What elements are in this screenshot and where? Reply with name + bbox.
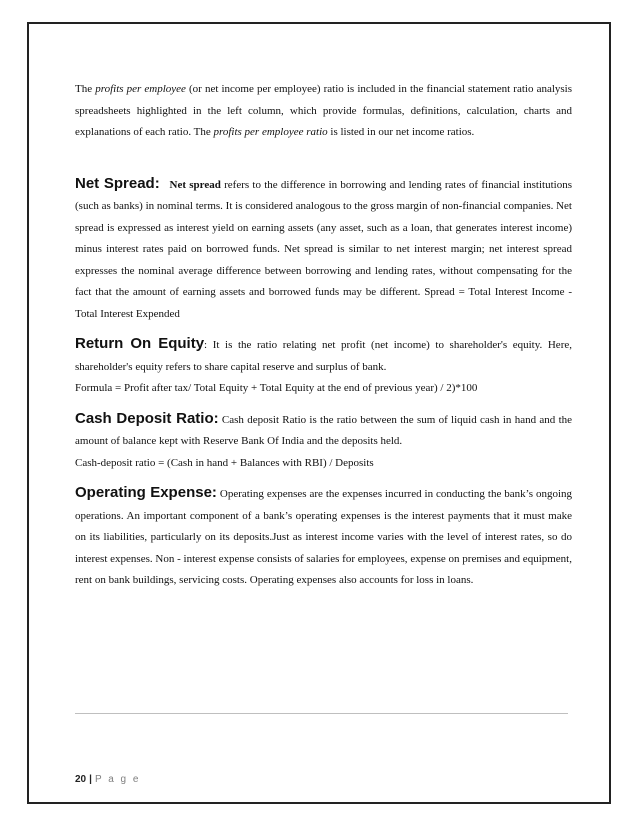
cdr-formula: Cash-deposit ratio = (Cash in hand + Balances with RBI) / Deposits — [75, 456, 374, 469]
roe-colon: : — [204, 339, 208, 351]
intro-term-profits-per-employee: profits per employee — [95, 83, 186, 95]
cdr-paragraph — [75, 408, 572, 453]
roe-formula: Formula = Profit after tax/ Total Equity + Total Equity at the end of previous year) / 2)*100 — [75, 382, 478, 394]
document-body — [75, 79, 572, 592]
footer-divider — [75, 713, 568, 714]
intro-text: The — [75, 83, 96, 95]
net-spread-paragraph — [75, 173, 572, 326]
intro-text: (or net income per employee) ratio is included in the financial statement ratio analysis spreadsheets highlighted in the left column, which provide formulas, definitions, calculation, charts and explanations of each ratio. The — [75, 83, 573, 138]
cdr-heading: Cash Deposit Ratio: — [75, 409, 219, 427]
page-number: 20 — [75, 774, 87, 785]
opex-paragraph — [75, 482, 572, 592]
opex-heading: Operating Expense: — [75, 484, 217, 501]
opex-body: Operating expenses are the expenses incurred in conducting the bank’s ongoing operations. An important component of a bank’s operating expenses is the interest payments that it must make on its liabilities, particularly on its deposits.Just as interest income varies with the level of interest rates, so do interest expenses. Non - interest expense consists of salaries for employees, expense on premises and equipment, rent on bank buildings, servicing costs. Operating expenses also accounts for loss in loans. — [75, 488, 573, 586]
roe-body: It is the ratio relating net profit (net income) to shareholder's equity. Here, shareholder's equity refers to share capital reserve and surplus of bank. — [75, 339, 572, 373]
roe-paragraph — [75, 333, 572, 378]
page-footer — [75, 774, 140, 785]
intro-term-profits-per-employee-ratio: profits per employee ratio — [213, 126, 328, 138]
page-label: P a g e — [94, 774, 141, 785]
net-spread-term: Net spread — [169, 178, 221, 191]
roe-heading: Return On Equity — [75, 335, 205, 352]
net-spread-formula: Spread = Total Interest Income - Total Interest Expended — [75, 286, 572, 320]
net-spread-body: refers to the difference in borrowing and lending rates of financial institutions (such as banks) in nominal terms. It is considered analogous to the gross margin of non-financial companies. Net spread is expressed as interest yield on earning assets (any asset, such as a loan, that generates interest income) minus interest rates paid on borrowed funds. Net spread is similar to net interest margin; net interest spread expresses the nominal average difference between borrowing and lending rates, without compensating for the fact that the amount of earning assets and borrowed funds may be different. — [75, 178, 572, 298]
net-spread-heading: Net Spread: — [75, 174, 160, 192]
cdr-body: Cash deposit Ratio is the ratio between the sum of liquid cash in hand and the amount of balance kept with Reserve Bank Of India and the deposits held. — [75, 413, 573, 447]
intro-text: is listed in our net income ratios. — [327, 126, 475, 138]
footer-separator: | — [89, 774, 92, 785]
intro-paragraph — [75, 79, 572, 144]
